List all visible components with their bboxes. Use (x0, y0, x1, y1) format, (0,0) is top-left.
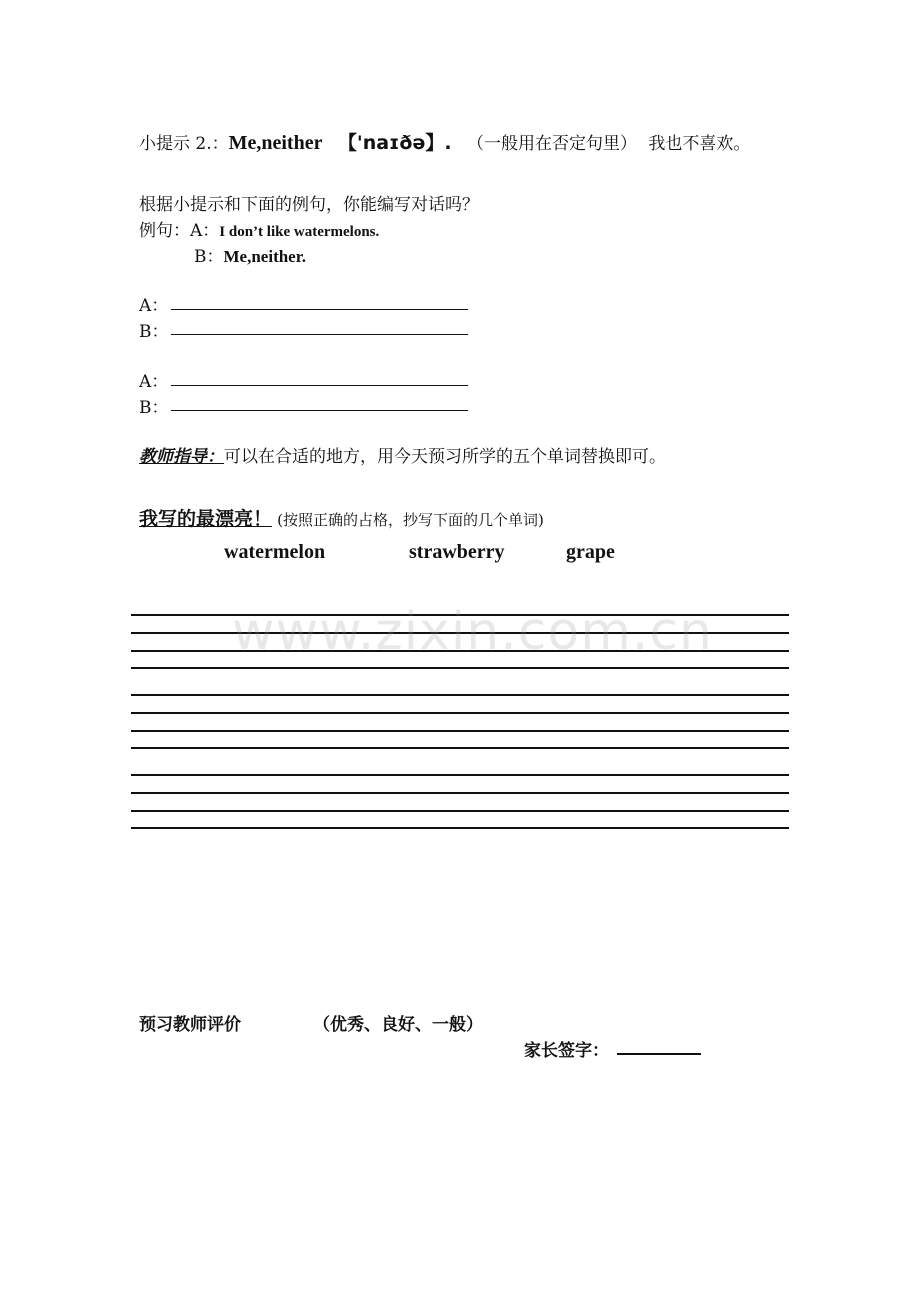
tip-phonetic: 【'naɪðə】. (337, 132, 452, 154)
dialogue-2-a-blank[interactable] (171, 385, 468, 386)
tip-phrase: Me,neither (228, 132, 323, 154)
word-grape: grape (566, 541, 615, 563)
example-b-line (194, 242, 306, 267)
example-a-label: A： (190, 221, 220, 241)
staff-line (131, 827, 789, 829)
dialogue-1-a-label: A： (139, 296, 169, 316)
staff-line (131, 747, 789, 749)
word-watermelon: watermelon (224, 541, 326, 563)
signature-label: 家长签字： (524, 1041, 609, 1061)
task-prompt: 根据小提示和下面的例句，你能编写对话吗？ (139, 195, 479, 215)
staff-line (131, 792, 789, 794)
evaluation-options: （优秀、良好、一般） (313, 1015, 483, 1035)
writing-title: 我写的最漂亮！ (139, 508, 273, 530)
guidance-label: 教师指导： (139, 447, 224, 467)
writing-header (139, 504, 544, 531)
staff-line (131, 810, 789, 812)
staff-line (131, 774, 789, 776)
tip-note: （一般用在否定句里） (466, 134, 637, 154)
dialogue-1-a-blank[interactable] (171, 309, 468, 310)
dialogue-2-b-blank[interactable] (171, 410, 468, 411)
dialogue-2-a-label: A： (139, 372, 169, 392)
guidance-text: 可以在合适的地方，用今天预习所学的五个单词替换即可。 (224, 447, 666, 467)
watermark: www.zixin.com.cn (232, 602, 713, 662)
teacher-guidance (139, 442, 666, 467)
example-label: 例句： (139, 221, 190, 241)
evaluation-label: 预习教师评价 (139, 1015, 241, 1035)
example-a-text: I don’t like watermelons. (219, 224, 380, 240)
signature-blank[interactable] (617, 1053, 701, 1055)
example-b-text: Me,neither. (223, 247, 306, 266)
writing-instruction: (按照正确的占格，抄写下面的几个单词) (277, 511, 544, 529)
example-a-line (139, 216, 379, 241)
tip-line (139, 128, 750, 155)
staff-line (131, 667, 789, 669)
tip-meaning: 我也不喜欢。 (648, 134, 751, 154)
word-strawberry: strawberry (409, 541, 505, 563)
dialogue-1-b-label: B： (139, 322, 169, 342)
staff-line (131, 730, 789, 732)
parent-signature (524, 1036, 609, 1061)
staff-line (131, 694, 789, 696)
example-b-label: B： (194, 247, 224, 267)
tip-prefix: 小提示 2.： (139, 134, 229, 154)
dialogue-1-b-blank[interactable] (171, 334, 468, 335)
staff-line (131, 712, 789, 714)
dialogue-2-b-label: B： (139, 398, 169, 418)
